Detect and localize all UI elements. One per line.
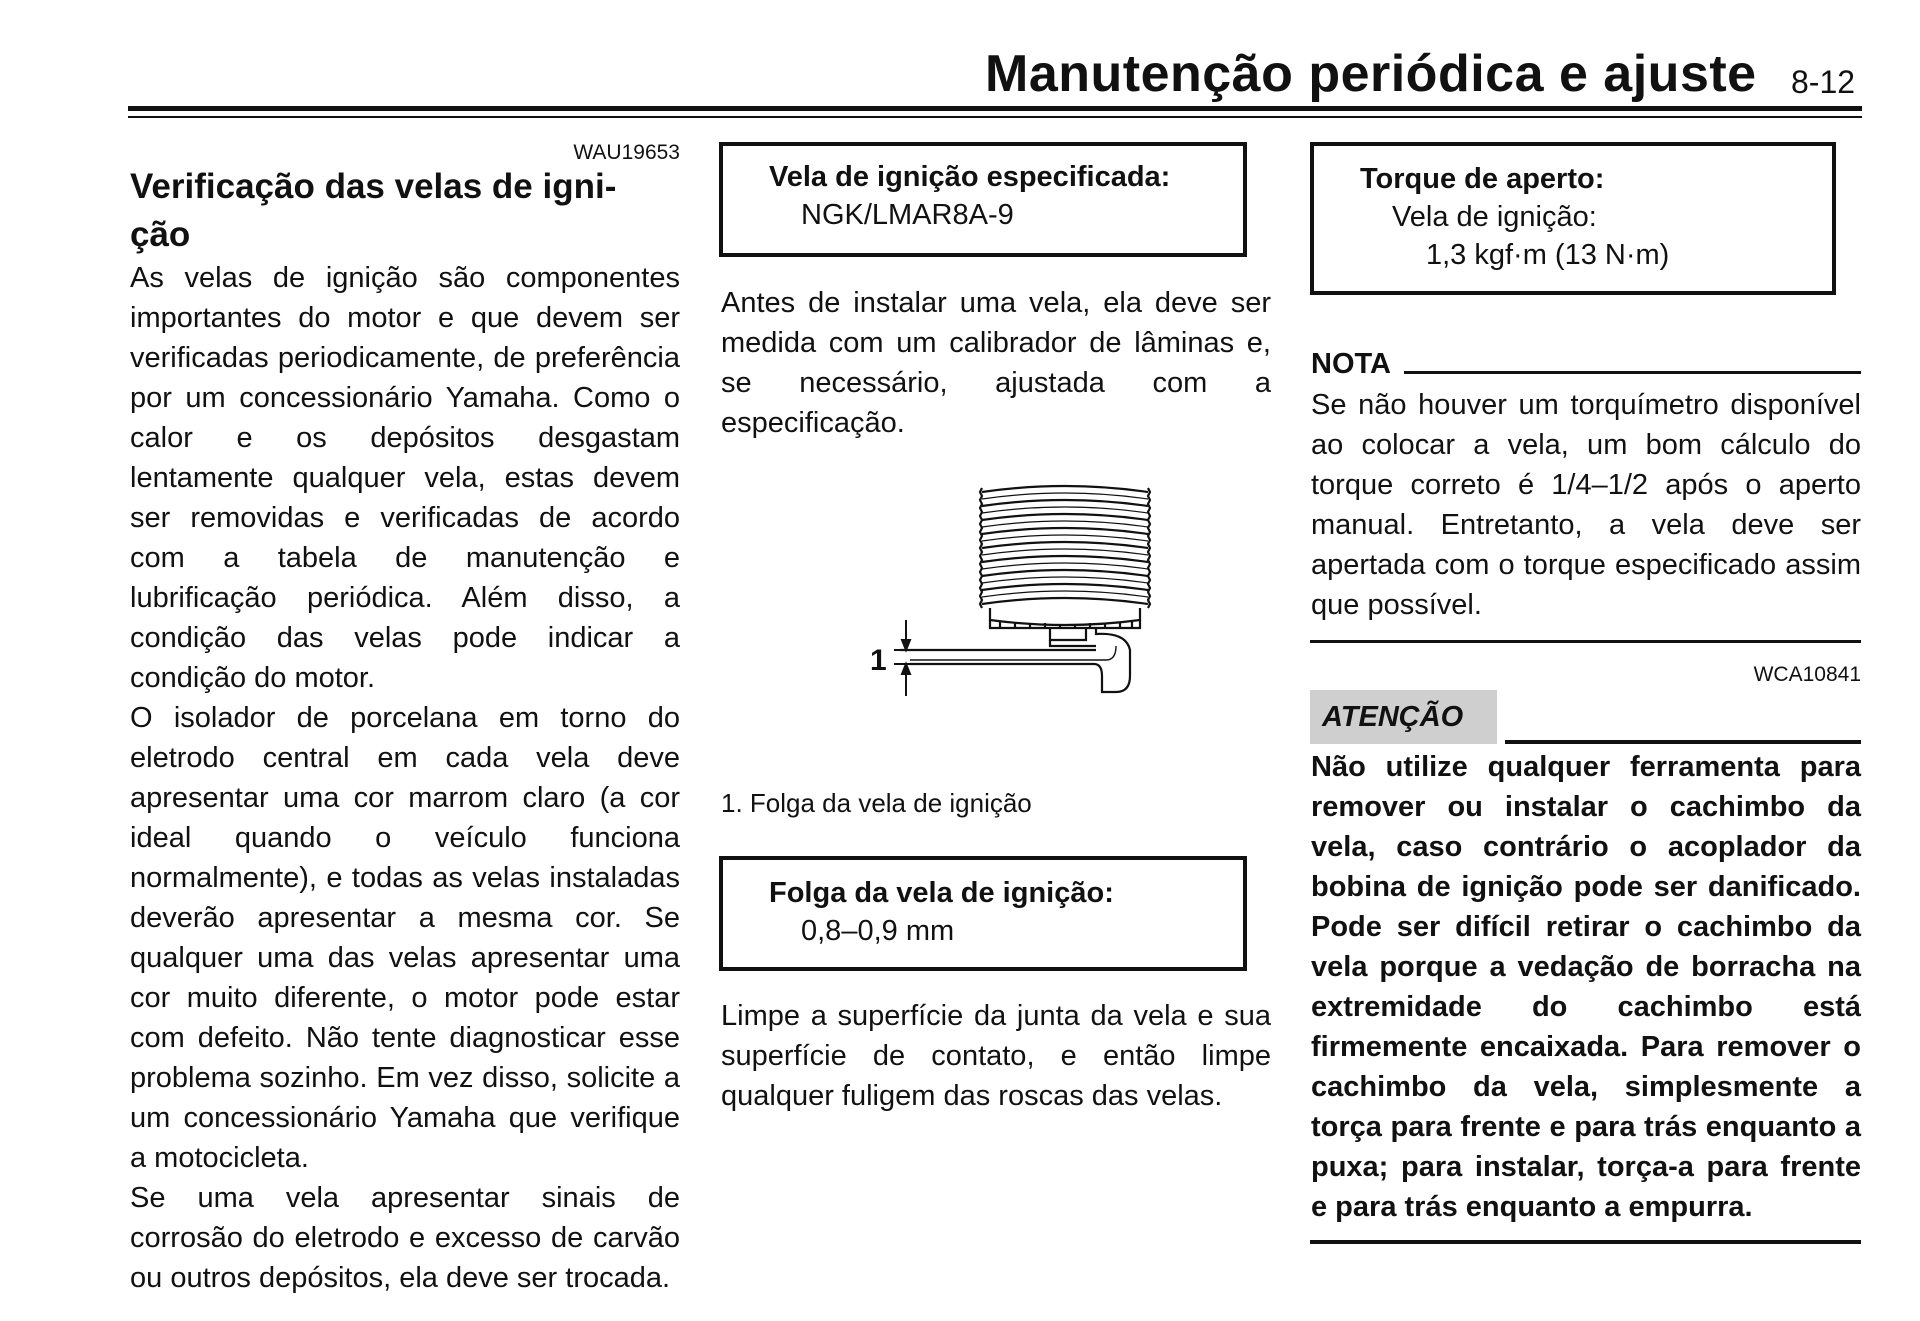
spec-box-spark-plug: [719, 142, 1247, 257]
paragraph: O isolador de porcelana em torno do eletrodo central em cada vela deve apresentar uma cor marrom claro (a cor ideal quando o veículo funciona normalmente), e todas as velas instaladas deverão apresentar a mesma cor. Se qualquer uma das velas apresentar uma cor muito diferente, o motor pode estar com defeito. Não tente diagnosticar esse problema sozinho. Em vez disso, solicite a um concessionário Yamaha que verifique a motocicleta.: [130, 702, 680, 1174]
nota-text: Se não houver um torquímetro disponível ao colocar a vela, um bom cálculo do torque correto é 1/4–1/2 após o aperto manual. Entretanto, a vela deve ser apertada com o torque especificado assim que possível.: [1311, 389, 1861, 621]
spark-plug-base-icon: [990, 608, 1140, 646]
nota-rule: [1404, 371, 1861, 374]
paragraph: As velas de ignição são componentes importantes do motor e que devem ser verificadas periodicamente, de preferência por um concessionário Yamaha. Como o calor e os depósitos desgastam lentamente qualquer vela, estas devem ser removidas e verificadas de acordo com a tabela de manutenção e lubrificação periódica. Além disso, a condição das velas pode indicar a condição do motor.: [130, 262, 680, 694]
paragraph: Se uma vela apresentar sinais de corrosão do eletrodo e excesso de carvão ou outros depósitos, ela deve ser trocada.: [130, 1182, 680, 1294]
nota-label: NOTA: [1311, 348, 1392, 380]
callout-number: 1: [870, 644, 887, 677]
spec-box-value: 0,8–0,9 mm: [801, 915, 955, 947]
figure-caption: 1. Folga da vela de ignição: [721, 788, 1032, 818]
spark-plug-gap-diagram: [840, 470, 1180, 730]
gap-dimension-arrows-icon: [894, 620, 940, 696]
ground-electrode-icon: [900, 628, 1130, 692]
torque-box: [1310, 142, 1836, 295]
header-rule-thin: [128, 116, 1862, 118]
spec-box-gap: [719, 856, 1247, 971]
page-number: 8-12: [1791, 64, 1856, 100]
section-title: Verificação das velas de igni-ção: [130, 167, 617, 254]
paragraph: Limpe a superfície da junta da vela e sua superfície de contato, e então limpe qualquer fuligem das roscas das velas.: [721, 1000, 1271, 1112]
atencao-text: Não utilize qualquer ferramenta para remover ou instalar o cachimbo da vela, caso contrário o acoplador da bobina de ignição pode ser danificado. Pode ser difícil retirar o cachimbo da vela porque a vedação de borracha na extremidade do cachimbo está firmemente encaixada. Para remover o cachimbo da vela, simplesmente a torça para frente e para trás enquanto a puxa; para instalar, torça-a para frente e para trás enquanto a empurra.: [1311, 751, 1861, 1223]
spec-box-title: Folga da vela de ignição:: [769, 877, 1114, 909]
spec-box-title: Vela de ignição especificada:: [769, 161, 1171, 193]
header-rule-thick: [128, 106, 1862, 111]
torque-box-item: Vela de ignição:: [1392, 201, 1597, 233]
nota-bottom-rule: [1310, 640, 1861, 643]
page-title: Manutenção periódica e ajuste: [985, 45, 1757, 103]
atencao-bottom-rule: [1310, 1240, 1861, 1244]
torque-box-title: Torque de aperto:: [1360, 163, 1605, 195]
torque-box-value: 1,3 kgf·m (13 N·m): [1426, 239, 1670, 271]
spark-plug-thread-icon: [980, 486, 1150, 608]
paragraph: Antes de instalar uma vela, ela deve ser medida com um calibrador de lâminas e, se necessário, ajustada com a especificação.: [721, 287, 1271, 439]
atencao-rule: [1505, 740, 1861, 744]
left-column-body: [130, 258, 680, 1298]
atencao-label: ATENÇÃO: [1322, 701, 1464, 733]
caution-code: WCA10841: [1753, 663, 1861, 686]
spec-box-value: NGK/LMAR8A-9: [801, 199, 1014, 231]
section-code: WAU19653: [573, 141, 680, 164]
